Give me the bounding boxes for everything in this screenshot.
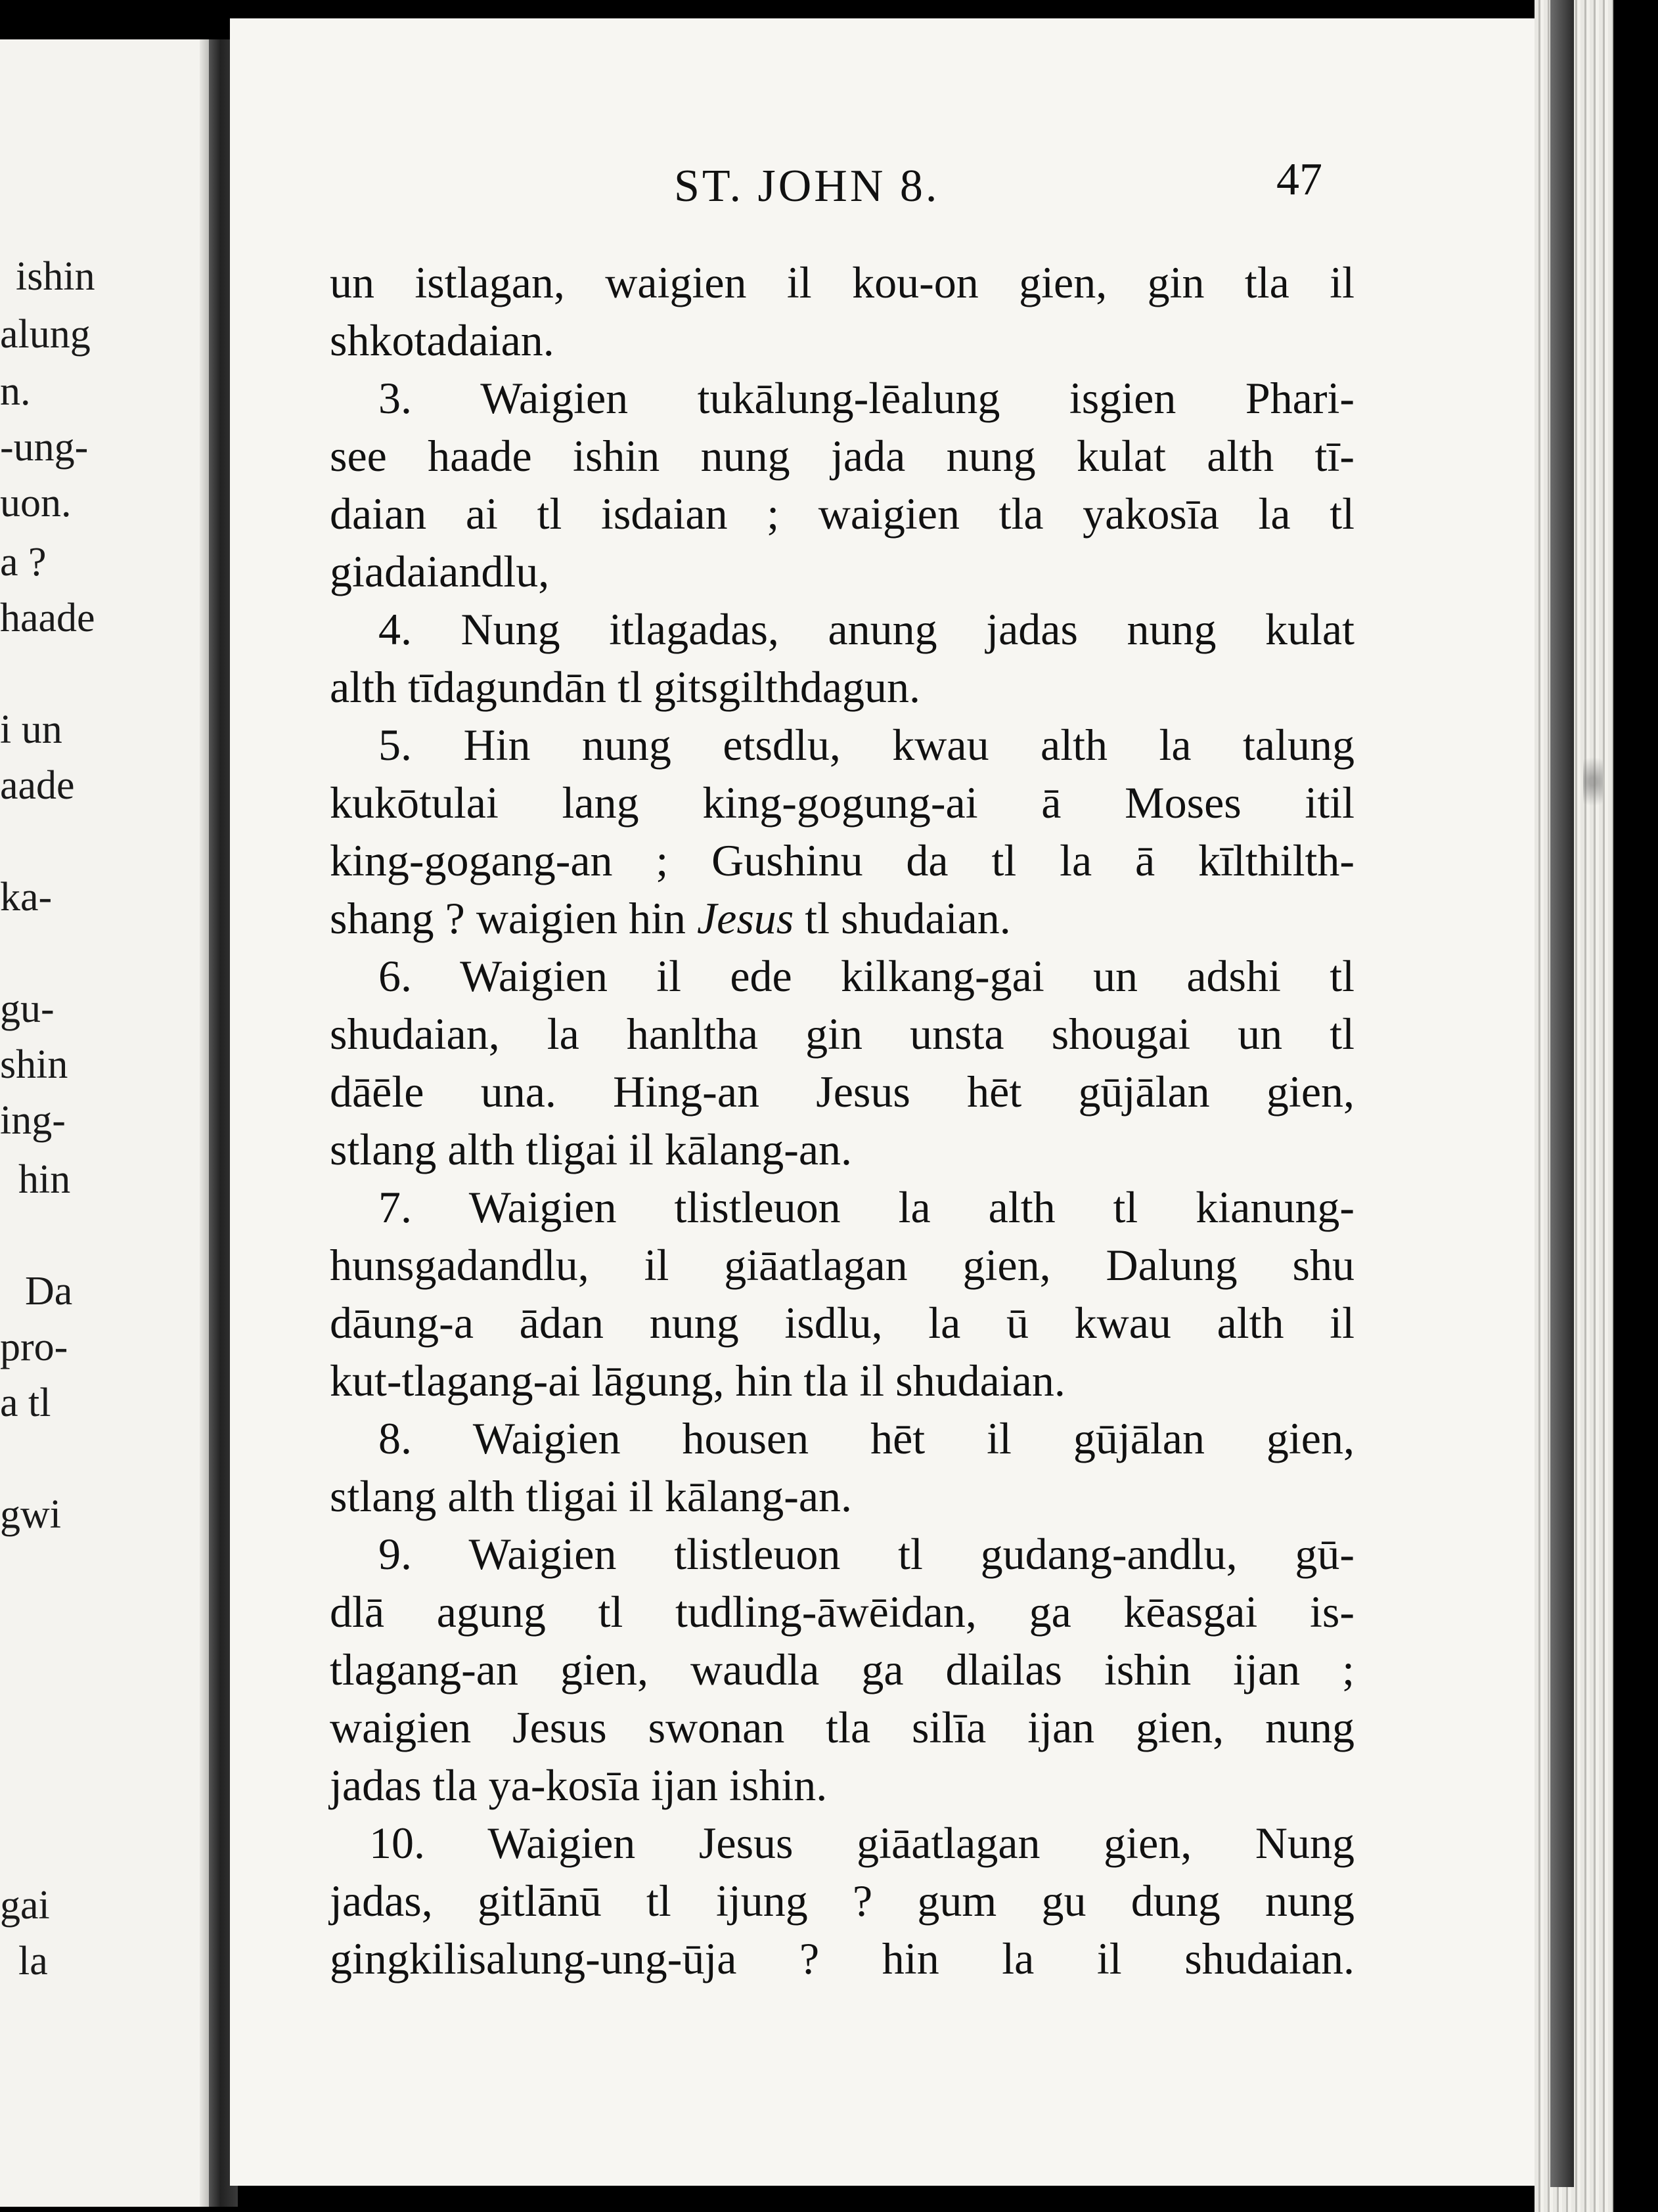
text-line: gingkilisalung-ung-ūja ? hin la il shudaian.: [330, 1934, 1355, 1983]
text-line: [330, 889, 1355, 947]
previous-page-fragment: i un: [0, 707, 62, 752]
text-line: daian ai tl isdaian ; waigien tla yakosīa la tl: [330, 489, 1355, 539]
previous-page-fragment: pro-: [0, 1325, 68, 1369]
text-line: kut-tlagang-ai lāgung, hin tla il shudaian.: [330, 1356, 1065, 1405]
text-line: dāēle una. Hing-an Jesus hēt gūjālan gien,: [330, 1067, 1355, 1117]
text-segment: shang ? waigien hin: [330, 893, 686, 943]
verse-3-start: 3. Waigien tukālung-lēalung isgien Phari-: [378, 373, 1355, 423]
text-line: dāung-a ādan nung isdlu, la ū kwau alth il: [330, 1298, 1355, 1348]
previous-page-fragment: shin: [0, 1042, 68, 1087]
running-head: ST. JOHN 8.: [674, 161, 940, 211]
previous-page-fragment: ing-: [0, 1098, 66, 1143]
text-line: stlang alth tligai il kālang-an.: [330, 1471, 853, 1521]
page-edges: [1535, 0, 1613, 2212]
scan-speck: [1583, 742, 1603, 821]
page-edge-shadow: [1550, 0, 1574, 2187]
previous-page: [0, 39, 217, 2207]
page-number: 47: [1276, 154, 1322, 205]
text-line: hunsgadandlu, il giāatlagan gien, Dalung shu: [330, 1240, 1355, 1290]
text-line: waigien Jesus swonan tla silīa ijan gien, nung: [330, 1702, 1355, 1752]
previous-page-fragment: a tl: [0, 1381, 51, 1425]
verse-8-start: 8. Waigien housen hēt il gūjālan gien,: [378, 1413, 1355, 1463]
previous-page-fragment: gwi: [0, 1492, 61, 1537]
verse-9-start: 9. Waigien tlistleuon tl gudang-andlu, gū-: [378, 1529, 1355, 1579]
previous-page-fragment: n.: [0, 369, 31, 414]
jesus-italic: Jesus: [696, 893, 794, 943]
text-line: dlā agung tl tudling-āwēidan, ga kēasgai is-: [330, 1587, 1355, 1637]
previous-page-fragment: ka-: [0, 875, 53, 919]
text-line: un istlagan, waigien il kou-on gien, gin tla il: [330, 257, 1355, 307]
previous-page-fragment: haade: [0, 596, 95, 640]
text-line: kukōtulai lang king-gogung-ai ā Moses itil: [330, 778, 1355, 828]
page-body: [330, 254, 1355, 1987]
verse-6-start: 6. Waigien il ede kilkang-gai un adshi tl: [378, 951, 1355, 1001]
text-line: alth tīdagundān tl gitsgilthdagun.: [330, 662, 921, 712]
previous-page-fragment: -ung-: [0, 425, 89, 470]
text-line: king-gogang-an ; Gushinu da tl la ā kīlthilth-: [330, 835, 1355, 885]
text-line: shkotadaian.: [330, 315, 554, 365]
previous-page-fragment: a ?: [0, 540, 47, 585]
previous-page-fragment: ishin: [16, 254, 95, 299]
previous-page-fragment: hin: [18, 1157, 71, 1202]
previous-page-fragment: aade: [0, 763, 75, 808]
verse-7-start: 7. Waigien tlistleuon la alth tl kianung-: [378, 1182, 1355, 1232]
verse-5-start: 5. Hin nung etsdlu, kwau alth la talung: [378, 720, 1355, 770]
previous-page-fragment: Da: [25, 1269, 73, 1314]
verse-10-start: 10. Waigien Jesus giāatlagan gien, Nung: [369, 1818, 1355, 1868]
previous-page-fragment: la: [18, 1939, 48, 1983]
text-segment: tl shudaian.: [805, 893, 1011, 943]
text-line: jadas tla ya-kosīa ijan ishin.: [330, 1760, 828, 1810]
text-line: giadaiandlu,: [330, 546, 550, 596]
text-line: jadas, gitlānū tl ijung ? gum gu dung nung: [330, 1876, 1355, 1926]
previous-page-fragment: uon.: [0, 481, 72, 525]
previous-page-fragment: gai: [0, 1883, 50, 1928]
previous-page-fragment: gu-: [0, 986, 55, 1031]
verse-4-start: 4. Nung itlagadas, anung jadas nung kulat: [378, 604, 1355, 654]
text-line: tlagang-an gien, waudla ga dlailas ishin ijan ;: [330, 1645, 1355, 1694]
book-page: [230, 18, 1537, 2186]
text-line: see haade ishin nung jada nung kulat alth tī-: [330, 431, 1355, 481]
text-line: shudaian, la hanltha gin unsta shougai un tl: [330, 1009, 1355, 1059]
page-header: [230, 137, 1537, 209]
text-line: stlang alth tligai il kālang-an.: [330, 1124, 853, 1174]
previous-page-fragment: alung: [0, 312, 91, 357]
